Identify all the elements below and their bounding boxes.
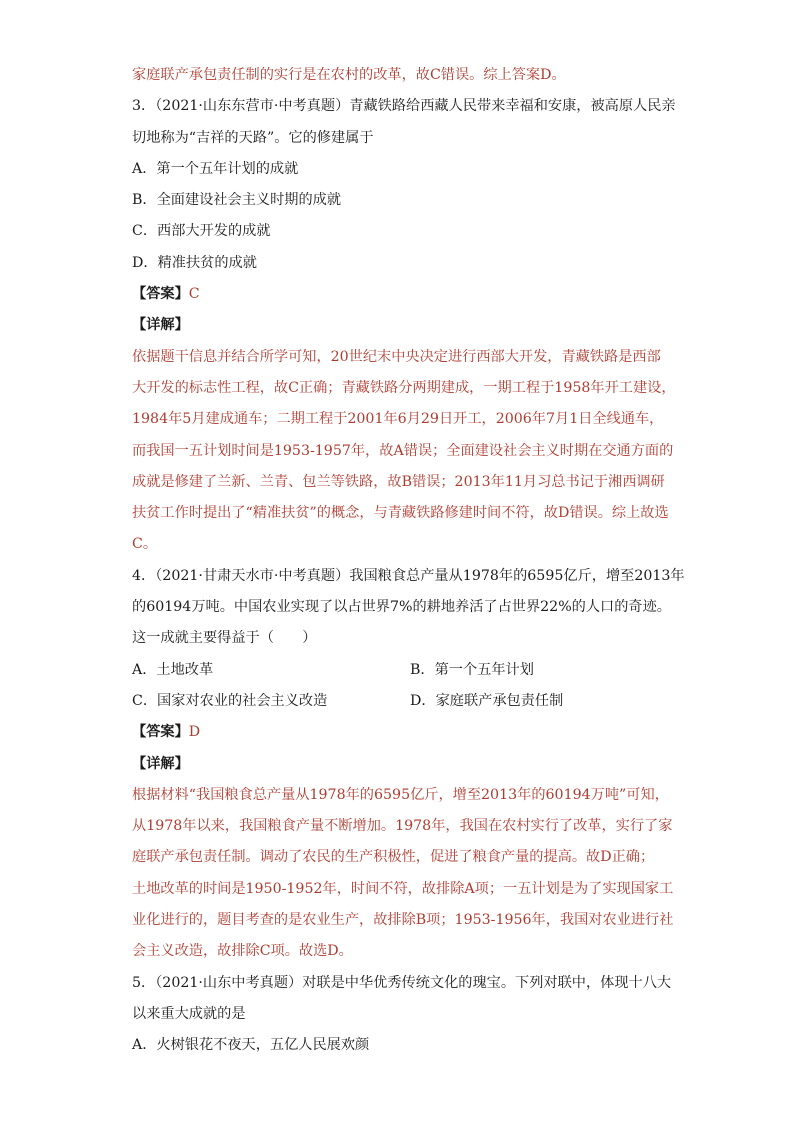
q5-stem-line-2: 以来重大成就的是 bbox=[132, 1005, 246, 1022]
q3-option-a: A．第一个五年计划的成就 bbox=[132, 160, 299, 177]
q5-stem-line-1: 5．（2021·山东中考真题）对联是中华优秀传统文化的瑰宝。下列对联中，体现十八大 bbox=[132, 974, 672, 991]
q3-answer bbox=[132, 279, 672, 310]
q4-detail-line-2: 从1978年以来，我国粮食产量不断增加。1978年，我国在农村实行了改革，实行了家 bbox=[132, 818, 673, 835]
q3-detail-line-5: 成就是修建了兰新、兰青、包兰等铁路，故B错误；2013年11月习总书记于湘西调研 bbox=[132, 473, 665, 490]
q4-option-b: B．第一个五年计划 bbox=[410, 661, 534, 678]
q3-answer-label: 【答案】 bbox=[132, 286, 189, 303]
q4-detail-line-4: 土地改革的时间是1950-1952年，时间不符，故排除A项；一五计划是为了实现国家工 bbox=[132, 880, 674, 897]
q3-detail-line-1: 依据题干信息并结合所学可知，20世纪末中央决定进行西部大开发，青藏铁路是西部 bbox=[132, 348, 661, 365]
q4-option-a: A．土地改革 bbox=[132, 661, 214, 678]
q4-options-row-1 bbox=[132, 655, 672, 686]
q4-option-c: C．国家对农业的社会主义改造 bbox=[132, 692, 328, 709]
document-page bbox=[132, 60, 685, 1062]
q3-detail-line-3: 1984年5月建成通车；二期工程于2001年6月29日开工，2006年7月1日全线通车， bbox=[132, 411, 664, 428]
q4-detail-line-1: 根据材料“我国粮食总产量从1978年的6595亿斤，增至2013年的60194万吨”可知， bbox=[132, 786, 669, 803]
q3-detail-line-2: 大开发的标志性工程，故C正确；青藏铁路分两期建成，一期工程于1958年开工建设， bbox=[132, 379, 676, 396]
q3-detail-line-7: C。 bbox=[132, 536, 158, 553]
q4-detail-line-5: 业化进行的，题目考查的是农业生产，故排除B项；1953-1956年，我国对农业进行社 bbox=[132, 912, 674, 929]
q4-stem-line-1: 4．（2021·甘肃天水市·中考真题）我国粮食总产量从1978年的6595亿斤，增至2013年 bbox=[132, 567, 685, 584]
q4-detail-line-6: 会主义改造，故排除C项。故选D。 bbox=[132, 943, 353, 960]
q3-detail-line-4: 而我国一五计划时间是1953-1957年，故A错误；全面建设社会主义时期在交通方面的 bbox=[132, 442, 674, 459]
q3-stem-line-2: 切地称为“吉祥的天路”。它的修建属于 bbox=[132, 129, 374, 146]
q4-options-row-2 bbox=[132, 686, 672, 717]
q3-stem-line-1: 3．（2021·山东东营市·中考真题）青藏铁路给西藏人民带来幸福和安康，被高原人民亲 bbox=[132, 98, 676, 115]
q3-option-c: C．西部大开发的成就 bbox=[132, 223, 271, 240]
q4-detail-line-3: 庭联产承包责任制。调动了农民的生产积极性，促进了粮食产量的提高。故D正确； bbox=[132, 849, 655, 866]
q4-option-d: D．家庭联产承包责任制 bbox=[410, 692, 564, 709]
q4-stem-line-2: 的60194万吨。中国农业实现了以占世界7%的耕地养活了占世界22%的人口的奇迹。 bbox=[132, 599, 671, 616]
q3-detail-line-6: 扶贫工作时提出了“精准扶贫”的概念，与青藏铁路修建时间不符，故D错误。综上故选 bbox=[132, 505, 669, 522]
q3-option-b: B．全面建设社会主义时期的成就 bbox=[132, 192, 342, 209]
q4-answer bbox=[132, 717, 672, 748]
q4-answer-value: D bbox=[188, 724, 201, 741]
q4-stem-line-3: 这一成就主要得益于（ ） bbox=[132, 630, 317, 647]
q4-answer-label: 【答案】 bbox=[132, 724, 189, 741]
q2-explanation-tail: 家庭联产承包责任制的实行是在农村的改革，故C错误。综上答案D。 bbox=[132, 67, 566, 83]
q3-answer-value: C bbox=[188, 286, 200, 303]
q5-option-a: A．火树银花不夜天，五亿人民展欢颜 bbox=[132, 1037, 370, 1054]
q3-detail-label: 【详解】 bbox=[132, 317, 189, 334]
q3-option-d: D．精准扶贫的成就 bbox=[132, 254, 257, 271]
q4-detail-label: 【详解】 bbox=[132, 755, 189, 772]
